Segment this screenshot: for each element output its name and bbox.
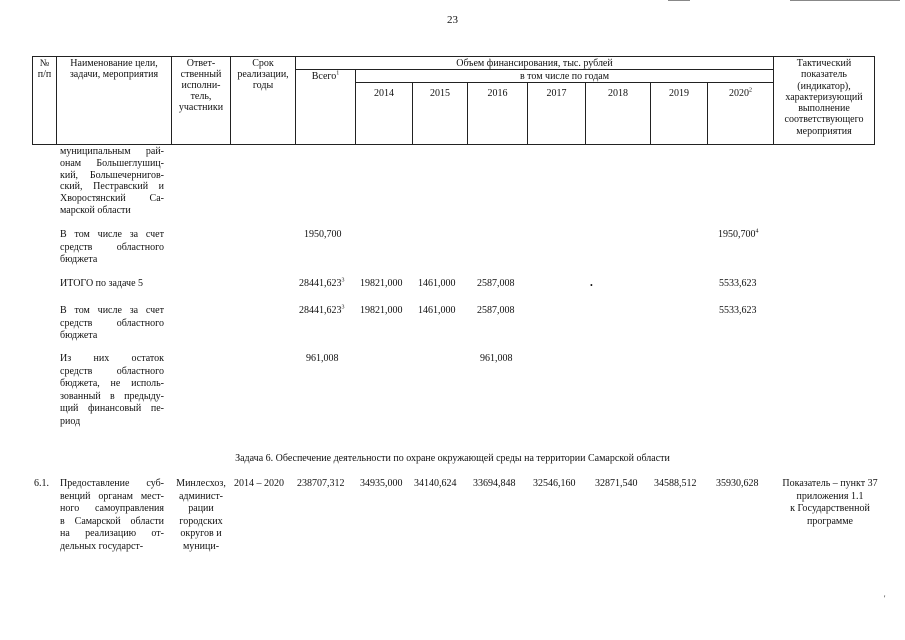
text-line: ский, Пестравский и [60, 181, 164, 193]
header-year-2019: 2019 [669, 88, 689, 99]
header-by-year: в том числе по годам [519, 71, 610, 82]
row-task5-regional-2015: 1461,000 [418, 305, 456, 316]
table-top-border [32, 56, 874, 57]
scan-speck: ' [884, 594, 886, 603]
text-line: округов и [180, 528, 222, 539]
row-total-task5-label: ИТОГО по задаче 5 [60, 278, 144, 289]
col-border [295, 56, 296, 145]
row-total-task5-total: 28441,623$^3$ [299, 277, 345, 289]
row-regional-budget-total: 1950,700 [304, 229, 342, 240]
scan-speck: • [590, 281, 593, 290]
row-task5-regional-label [60, 305, 164, 343]
row-6-1-2018: 32871,540 [595, 478, 638, 489]
header-year-2018: 2018 [608, 88, 628, 99]
text-line: Минлесхоз, [176, 478, 226, 489]
row-6-1-2015: 34140,624 [414, 478, 457, 489]
row-6-1-total: 238707,312 [297, 478, 345, 489]
footnote-mark: 4 [755, 228, 759, 235]
scan-artifact [668, 0, 690, 1]
row-6-1-2019: 34588,512 [654, 478, 697, 489]
footnote-mark: 3 [341, 277, 345, 284]
row-remainder-2016: 961,008 [480, 353, 513, 364]
row-total-task5-2016: 2587,008 [477, 278, 515, 289]
text-line: онам Большеглушиц- [60, 157, 164, 169]
col-border [874, 56, 875, 145]
header-year-2016: 2016 [487, 88, 508, 99]
row-6-1-responsible [172, 478, 230, 553]
header-sub-border [295, 69, 773, 70]
header-indicator: Тактический показатель (индикатор), характеризующий выполнение соответствующего мероприятия [784, 58, 864, 137]
footnote-mark: 1 [336, 70, 340, 77]
text-line: кий, Большечернигов- [60, 169, 164, 181]
text-line: Из них остаток [60, 353, 164, 364]
row-6-1-2014: 34935,000 [360, 478, 403, 489]
text-line: марской области [60, 204, 131, 216]
years-top-border [355, 82, 773, 83]
footnote-mark: 2 [749, 87, 752, 94]
row-total-task5-2020: 5533,623 [719, 278, 757, 289]
row-6-1-2020: 35930,628 [716, 478, 759, 489]
text-line: В том числе за счет [60, 229, 164, 240]
col-border [56, 56, 57, 145]
text-line: Хворостянский Са- [60, 193, 164, 205]
header-year-2017: 2017 [546, 88, 567, 99]
row-task5-regional-2020: 5533,623 [719, 305, 757, 316]
text-line: админист- [178, 490, 224, 502]
text-line: зованный в предыду- [60, 390, 164, 402]
row-remainder-label [60, 353, 164, 428]
row-6-1-num: 6.1. [34, 478, 49, 489]
scan-artifact [790, 0, 900, 1]
text-line: щий финансовый пе- [60, 403, 164, 414]
footnote-mark: 3 [341, 304, 345, 311]
text-line: на реализацию от- [60, 528, 164, 539]
header-year-2015: 2015 [430, 88, 450, 99]
text-line: дельных государст- [60, 540, 144, 552]
row-task5-regional-2016: 2587,008 [477, 305, 515, 316]
text-line: В том числе за счет [60, 305, 164, 316]
text-line: средств областного [60, 317, 164, 329]
text-line: бюджета [60, 254, 98, 265]
row-regional-budget-2020: 1950,700$^4$ [718, 228, 759, 240]
row-task5-regional-total: 28441,623$^3$ [299, 304, 345, 316]
text-line: средств областного [60, 241, 164, 253]
header-num: № п/п [37, 58, 52, 80]
text-line: венций органам мест- [60, 490, 164, 502]
header-year-2020: 2020$^2$ [729, 87, 752, 99]
row-regional-budget-label [60, 229, 164, 267]
row-total-task5-2015: 1461,000 [418, 278, 456, 289]
text-line: риод [60, 415, 81, 427]
text-line: городских [179, 515, 223, 527]
row-6-1-2016: 33694,848 [473, 478, 516, 489]
row-6-1-indicator: Показатель – пункт 37 приложения 1.1 к Государственной программе [782, 478, 878, 527]
text-line: средств областного [60, 365, 164, 377]
row-task5-regional-2014: 19821,000 [360, 305, 403, 316]
page-number: 23 [447, 14, 458, 26]
row-remainder-total: 961,008 [306, 353, 339, 364]
row-6-1-name [60, 478, 164, 553]
header-responsible: Ответ- ственный исполни- тель, участники [178, 58, 224, 113]
text-line: муници- [182, 540, 220, 552]
text-line: бюджета, не исполь- [60, 378, 164, 389]
header-name: Наименование цели, задачи, мероприятия [69, 58, 159, 80]
header-period: Срок реализации, годы [237, 58, 289, 91]
row-6-1-2017: 32546,160 [533, 478, 576, 489]
text-line: муниципальным рай- [60, 146, 164, 157]
header-total: Всего$^1$ [311, 70, 340, 82]
task6-title: Задача 6. Обеспечение деятельности по охране окружающей среды на территории Самарской области [235, 453, 670, 464]
text-line: рации [188, 503, 214, 514]
header-financing: Объем финансирования, тыс. рублей [456, 58, 613, 69]
text-line: ного самоуправления [60, 503, 164, 514]
row-6-1-period: 2014 – 2020 [234, 478, 284, 489]
text-line: бюджета [60, 330, 98, 341]
row-total-task5-2014: 19821,000 [360, 278, 403, 289]
text-line: Предоставление суб- [60, 478, 164, 489]
header-year-2014: 2014 [374, 88, 394, 99]
continuation-text [60, 146, 164, 217]
text-line: в Самарской области [60, 515, 164, 527]
header-bottom-border [32, 144, 874, 145]
